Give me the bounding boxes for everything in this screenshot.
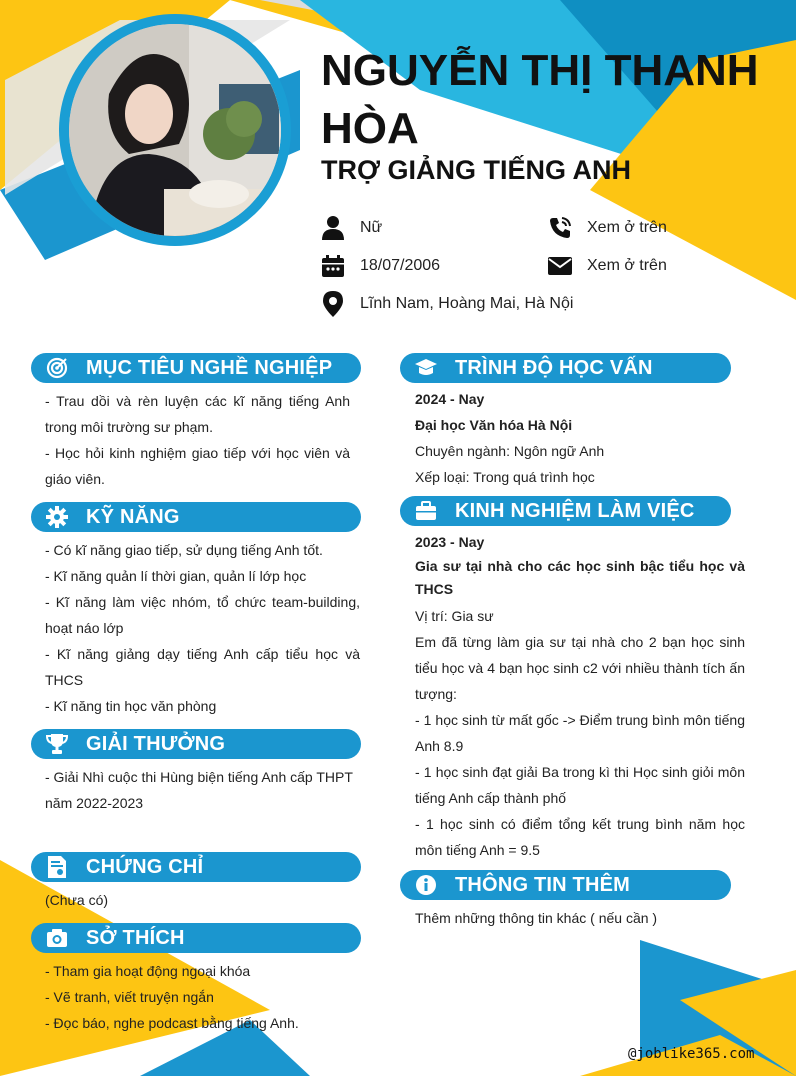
section-education-header (400, 353, 731, 383)
section-hobbies-header (31, 923, 361, 953)
experience-line: Em đã từng làm gia sư tại nhà cho 2 bạn học sinh tiểu học và 4 bạn học sinh c2 với nhiều thành tích ấn tượng: (415, 634, 745, 702)
target-icon (45, 356, 69, 380)
education-school: Đại học Văn hóa Hà Nội (415, 417, 573, 433)
objective-line: - Học hỏi kinh nghiệm giao tiếp với học viên và giáo viên. (45, 445, 350, 487)
section-awards-title: GIẢI THƯỞNG (86, 732, 226, 755)
hobbies-content (45, 958, 360, 1036)
experience-content (415, 529, 745, 863)
experience-line: - 1 học sinh đạt giải Ba trong kì thi Học sinh giỏi môn tiếng Anh cấp thành phố (415, 764, 745, 806)
objective-line: - Trau dồi và rèn luyện các kĩ năng tiếng Anh trong môi trường sư phạm. (45, 393, 350, 435)
education-period: 2024 - Nay (415, 391, 485, 407)
experience-job-title: Gia sư tại nhà cho các học sinh bậc tiểu học và THCS (415, 558, 745, 597)
section-skills-header (31, 502, 361, 532)
section-skills-title: KỸ NĂNG (86, 505, 180, 528)
hobby-line: - Đọc báo, nghe podcast bằng tiếng Anh. (45, 1015, 299, 1031)
experience-line: - 1 học sinh từ mất gốc -> Điểm trung bình môn tiếng Anh 8.9 (415, 712, 745, 754)
experience-role: Vị trí: Gia sư (415, 608, 494, 624)
education-rank: Xếp loại: Trong quá trình học (415, 469, 595, 485)
briefcase-icon (414, 499, 438, 523)
gender-value: Nữ (360, 219, 383, 236)
calendar-icon (320, 253, 346, 279)
trophy-icon (45, 732, 69, 756)
section-experience-header (400, 496, 731, 526)
map-pin-icon (320, 291, 346, 317)
objective-content (45, 388, 350, 492)
experience-period: 2023 - Nay (415, 534, 485, 550)
email-row (547, 253, 667, 279)
envelope-icon (547, 253, 573, 279)
birthdate-value: 18/07/2006 (360, 257, 441, 274)
camera-icon (45, 926, 69, 950)
birthdate-row (320, 253, 440, 279)
skills-content (45, 537, 360, 719)
section-objective-header (31, 353, 361, 383)
certificate-icon (45, 855, 69, 879)
certificates-content (45, 887, 360, 913)
watermark-text: @joblike365.com (628, 1046, 755, 1062)
avatar (69, 24, 281, 236)
section-hobbies-title: SỞ THÍCH (86, 926, 185, 949)
extra-line: Thêm những thông tin khác ( nếu cần ) (415, 910, 658, 926)
gear-icon (45, 505, 69, 529)
section-awards-header (31, 729, 361, 759)
skill-line: - Kĩ năng tin học văn phòng (45, 698, 217, 714)
phone-value: Xem ở trên (587, 219, 667, 236)
phone-row (547, 215, 667, 241)
skill-line: - Kĩ năng làm việc nhóm, tổ chức team-building, hoạt náo lớp (45, 594, 360, 636)
skill-line: - Kĩ năng giảng dạy tiếng Anh cấp tiểu học và THCS (45, 646, 360, 688)
address-value: Lĩnh Nam, Hoàng Mai, Hà Nội (360, 295, 574, 312)
section-extra-title: THÔNG TIN THÊM (455, 873, 631, 896)
hobby-line: - Vẽ tranh, viết truyện ngắn (45, 989, 214, 1005)
skill-line: - Có kĩ năng giao tiếp, sử dụng tiếng Anh tốt. (45, 542, 323, 558)
section-education-title: TRÌNH ĐỘ HỌC VẤN (455, 356, 653, 379)
info-icon (414, 873, 438, 897)
section-certificates-header (31, 852, 361, 882)
gender-row (320, 215, 382, 241)
section-certificates-title: CHỨNG CHỈ (86, 855, 204, 878)
certificate-line: (Chưa có) (45, 892, 109, 908)
extra-content (415, 905, 745, 931)
full-name: NGUYỄN THỊ THANH HÒA (321, 46, 759, 153)
education-content (415, 386, 745, 490)
section-experience-title: KINH NGHIỆM LÀM VIỆC (455, 499, 695, 522)
hobby-line: - Tham gia hoạt động ngoại khóa (45, 963, 251, 979)
address-row (320, 291, 573, 317)
section-extra-header (400, 870, 731, 900)
phone-icon (547, 215, 573, 241)
experience-line: - 1 học sinh có điểm tổng kết trung bình năm học môn tiếng Anh = 9.5 (415, 816, 745, 858)
skill-line: - Kĩ năng quản lí thời gian, quản lí lớp học (45, 568, 307, 584)
email-value: Xem ở trên (587, 257, 667, 274)
section-objective-title: MỤC TIÊU NGHỀ NGHIỆP (86, 356, 333, 379)
education-major: Chuyên ngành: Ngôn ngữ Anh (415, 443, 605, 459)
awards-content (45, 764, 360, 816)
job-title: TRỢ GIẢNG TIẾNG ANH (321, 155, 632, 185)
person-icon (320, 215, 346, 241)
award-line: - Giải Nhì cuộc thi Hùng biện tiếng Anh cấp THPT năm 2022-2023 (45, 769, 353, 811)
graduation-cap-icon (414, 356, 438, 380)
